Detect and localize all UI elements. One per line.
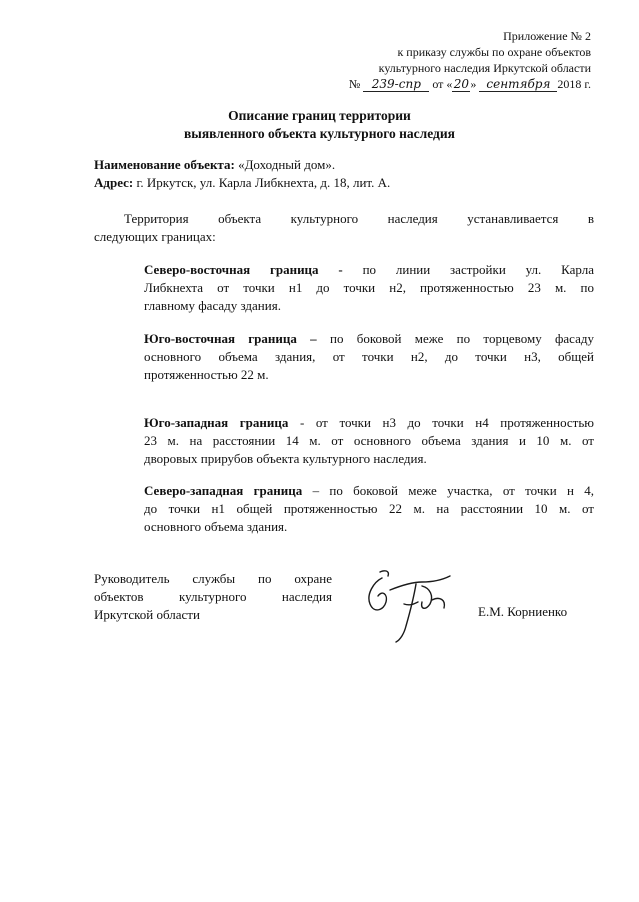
border-text: - от точки н3 до точки н4 протяженностью xyxy=(299,415,594,430)
border-text: до точки н1 общей протяженностью 22 м. на расстоянии 10 м. от xyxy=(144,501,594,516)
border-text: основного объема здания. xyxy=(144,519,288,534)
border-text: по боковой меже по торцевому фасаду xyxy=(329,331,594,346)
border-label: Северо-восточная граница - xyxy=(144,262,343,277)
border-southwest xyxy=(144,414,594,468)
border-text: протяженностью 22 м. xyxy=(144,367,269,382)
object-address-line xyxy=(94,174,390,192)
handwritten-signature xyxy=(360,560,470,650)
signer-position xyxy=(94,570,332,624)
border-text: главному фасаду здания. xyxy=(144,298,281,313)
border-text: – по боковой меже участка, от точки н 4, xyxy=(312,483,594,498)
order-day-handwritten: 20 xyxy=(453,77,470,91)
intro-line2: следующих границах: xyxy=(94,229,216,244)
border-label: Юго-западная граница xyxy=(144,415,289,430)
document-title-line1: Описание границ территории xyxy=(228,108,411,123)
document-title-line2: выявленного объекта культурного наследия xyxy=(184,126,455,141)
border-label: Северо-западная граница xyxy=(144,483,303,498)
border-northeast xyxy=(144,261,594,315)
signer-position-line2: объектов культурного наследия xyxy=(94,589,332,604)
appendix-number: Приложение № 2 xyxy=(503,29,591,43)
border-text: основного объема здания, от точки н2, до точки н3, общей xyxy=(144,349,594,364)
border-northwest xyxy=(144,482,594,536)
order-number-handwritten: 239-спр xyxy=(363,78,429,92)
object-name-label: Наименование объекта: xyxy=(94,157,235,172)
signer-position-line3: Иркутской области xyxy=(94,607,200,622)
object-name-value: «Доходный дом». xyxy=(238,157,336,172)
order-reference: к приказу службы по охране объектов xyxy=(397,45,591,59)
number-sign: № xyxy=(348,77,361,91)
border-text: 23 м. на расстоянии 14 м. от основного объема здания и 10 м. от xyxy=(144,433,594,448)
signer-name: Е.М. Корниенко xyxy=(478,604,568,619)
from-word: от « xyxy=(432,77,453,91)
order-month-handwritten: сентября xyxy=(479,78,557,92)
border-southeast xyxy=(144,330,594,384)
order-year: 2018 г. xyxy=(557,77,591,91)
intro-line1: Территория объекта культурного наследия устанавливается в xyxy=(124,211,594,226)
border-text: по линии застройки ул. Карла xyxy=(362,262,594,277)
object-address-label: Адрес: xyxy=(94,175,134,190)
order-number-line: № 239-спр от «20» сентября 2018 г. xyxy=(348,77,591,91)
border-text: Либкнехта от точки н1 до точки н2, протяженностью 23 м. по xyxy=(144,280,594,295)
border-text: дворовых прирубов объекта культурного наследия. xyxy=(144,451,427,466)
order-authority: культурного наследия Иркутской области xyxy=(378,61,591,75)
object-address-value: г. Иркутск, ул. Карла Либкнехта, д. 18, лит. А. xyxy=(136,175,391,190)
signer-position-line1: Руководитель службы по охране xyxy=(94,571,332,586)
object-name-line xyxy=(94,156,335,174)
border-label: Юго-восточная граница – xyxy=(144,331,317,346)
